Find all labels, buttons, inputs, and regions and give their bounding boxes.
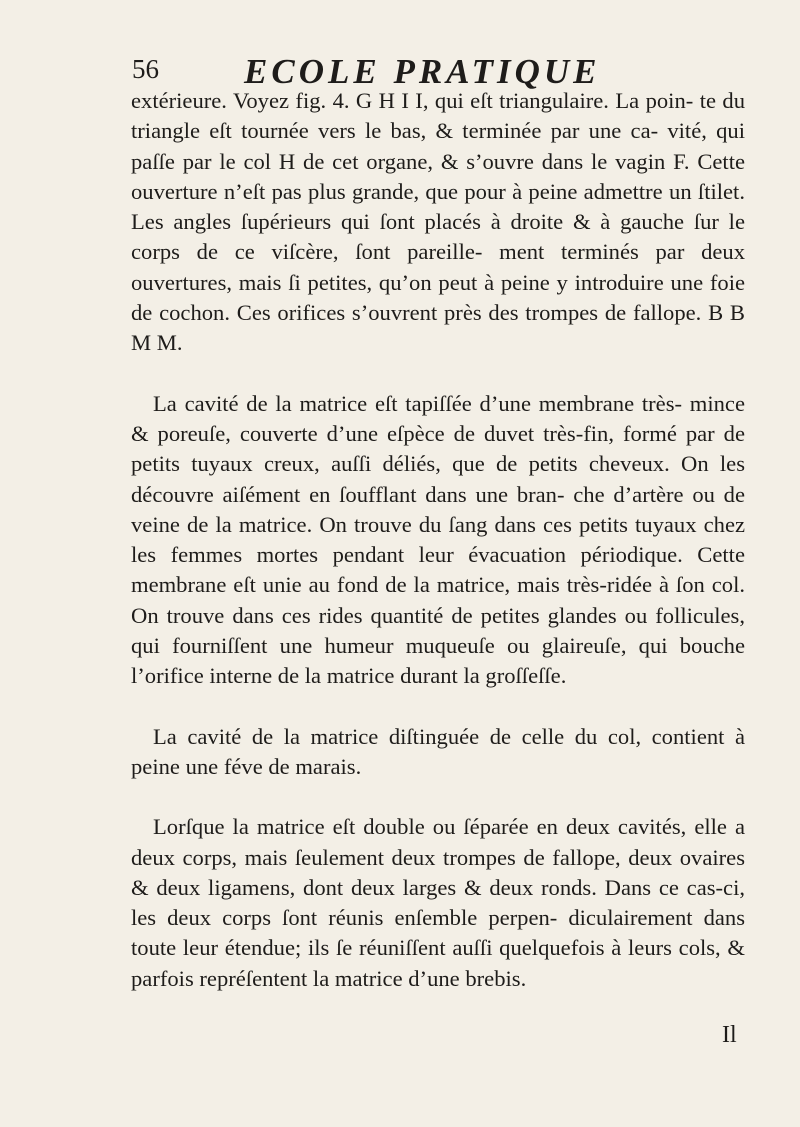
paragraph-4: Lorſque la matrice eſt double ou ſéparée en deux cavités, elle a deux corps, mais ſeulement deux trompes de fallope, deux ovaires & deux ligamens, dont deux larges & deux ronds. Dans ce cas-ci, les deux corps ſont réunis enſemble perpen- diculairement dans toute leur étendue; ils ſe réuniſſent auſſi quelquefois à leurs cols, & parfois repréſentent la matrice d’une brebis. — [131, 814, 745, 991]
paragraph-1: extérieure. Voyez fig. 4. G H I I, qui eſt triangulaire. La poin- te du triangle eſt tournée vers le bas, & terminée par une ca- vité, qui paſſe par le col H de cet organe, & s’ouvre dans le vagin F. Cette ouverture n’eſt pas plus grande, que pour à peine admettre un ſtilet. Les angles ſupérieurs qui ſont placés à droite & à gauche ſur le corps de ce viſcère, ſont pareille- ment terminés par deux ouvertures, mais ſi petites, qu’on peut à peine y introduire une foie de cochon. Ces orifices s’ouvrent près des trompes de fallope. B B M M. — [131, 88, 745, 356]
running-title: ECOLE PRATIQUE — [244, 52, 601, 91]
body-text — [131, 86, 745, 1024]
paragraph-3: La cavité de la matrice diſtinguée de celle du col, contient à peine une féve de marais. — [131, 723, 745, 779]
page-number: 56 — [132, 54, 159, 84]
catchword: Il — [722, 1022, 737, 1048]
paragraph-2: La cavité de la matrice eſt tapiſſée d’une membrane très- mince & poreuſe, couverte d’une eſpèce de duvet très-fin, formé par de petits tuyaux creux, auſſi déliés, que de petits cheveux. On les découvre aiſément en ſoufflant dans une bran- che d’artère ou de veine de la matrice. On trouve du ſang dans ces petits tuyaux chez les femmes mortes pendant leur évacuation périodique. Cette membrane eſt unie au fond de la matrice, mais très-ridée à ſon col. On trouve dans ces rides quantité de petites glandes ou follicules, qui fourniſſent une humeur muqueuſe ou glaireuſe, qui bouche l’orifice interne de la matrice durant la groſſeſſe. — [131, 390, 745, 689]
